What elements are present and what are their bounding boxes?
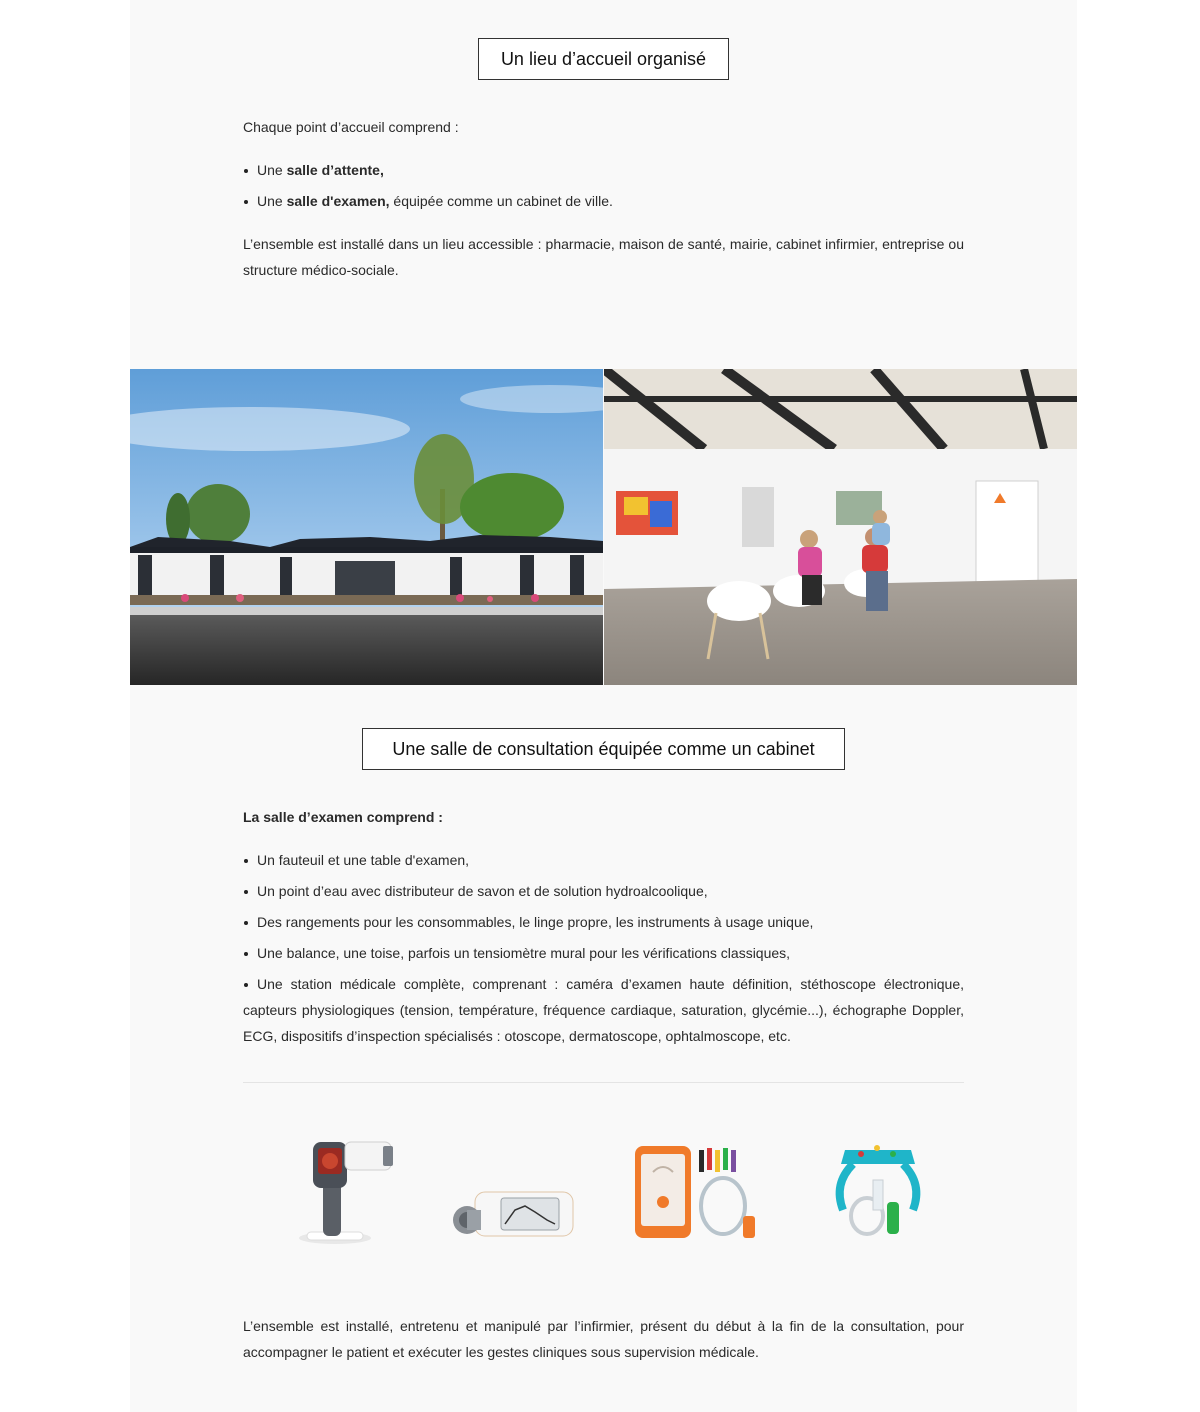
- section1-intro: Chaque point d’accueil comprend :: [243, 119, 459, 135]
- section-title-consultation: Une salle de consultation équipée comme un cabinet: [362, 728, 845, 770]
- section-title-accueil: Un lieu d’accueil organisé: [478, 38, 729, 80]
- section2-lead: La salle d’examen comprend :: [243, 809, 443, 825]
- list-item: Une salle d’attente,: [243, 157, 964, 183]
- section2-closing: L’ensemble est installé, entretenu et manipulé par l’infirmier, présent du début à la fin de la consultation, pour accompagner le patient et exécuter les gestes cliniques sous supervision médicale.: [243, 1318, 964, 1360]
- spirometer-icon: [443, 1120, 593, 1280]
- medical-devices-row: [243, 1120, 964, 1280]
- photo-banner: [130, 369, 1077, 685]
- stethoscope-sensor-icon: [803, 1120, 953, 1280]
- section1-paragraph: L’ensemble est installé dans un lieu accessible : pharmacie, maison de santé, mairie, cabinet infirmier, entreprise ou structure médico-sociale.: [243, 236, 964, 278]
- section2-bullets: [243, 847, 964, 1049]
- exterior-building-photo: [130, 369, 603, 685]
- list-item: Une station médicale complète, comprenant : caméra d’examen haute définition, stéthoscope électronique, capteurs physiologiques (tension, température, fréquence cardiaque, saturation, glycémie...), échographe Doppler, ECG, dispositifs d’inspection spécialisés : otoscope, dermatoscope, ophtalmoscope, etc.: [243, 971, 964, 1049]
- section1-bullets: [243, 157, 964, 214]
- list-item: Des rangements pour les consommables, le linge propre, les instruments à usage unique,: [243, 909, 964, 935]
- list-item: Un fauteuil et une table d'examen,: [243, 847, 964, 873]
- content-page: [130, 0, 1077, 1412]
- list-item: Une balance, une toise, parfois un tensiomètre mural pour les vérifications classiques,: [243, 940, 964, 966]
- ecg-tablet-icon: [623, 1120, 773, 1280]
- list-item: Un point d’eau avec distributeur de savon et de solution hydroalcoolique,: [243, 878, 964, 904]
- list-item: Une salle d'examen, équipée comme un cabinet de ville.: [243, 188, 964, 214]
- retinal-camera-icon: [263, 1120, 413, 1280]
- waiting-room-photo: [604, 369, 1077, 685]
- section-divider: [243, 1082, 964, 1083]
